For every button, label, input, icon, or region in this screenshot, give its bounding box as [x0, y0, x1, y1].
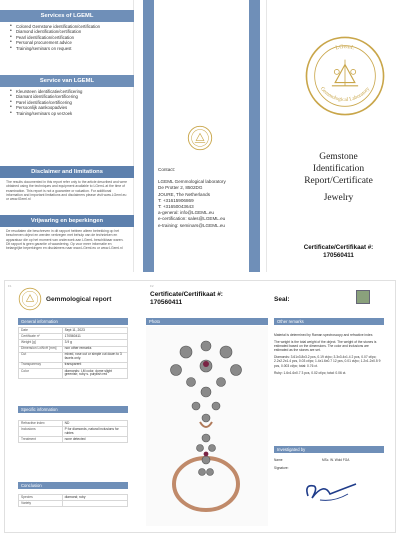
lab-seal-small-icon [187, 125, 213, 151]
list-item: • Parel identificatie/certificering [10, 100, 130, 105]
field-value: none detected [62, 437, 127, 443]
services-list [10, 24, 130, 51]
vrijwaring-text: De resultaten die beschreven in dit rapport hebben alleen betrekking op het beschreven object en werden verkregen met behulp van de technieken en apparatuur die op het moment van onderzoek aan LGemL beschikbaar waren. Dit rapport is geen garantie of waardering. Op voor meer informatie en belangrijke beperkingen en disclaimers naar www.LGeml.eu or www.LGeml.nl [6, 229, 124, 251]
list-item: • Personal procurement advice [10, 40, 130, 45]
signature-label: Signature: [274, 466, 289, 470]
field-value: transparent [62, 362, 127, 368]
contact-line: e-certification: sales@LGEML.eu [158, 216, 226, 222]
cover-subtitle: Jewelry [323, 193, 354, 203]
seal-stamp [356, 290, 370, 304]
remarks-heading: Other remarks [274, 318, 384, 325]
cover-title-line: Gemstone [319, 152, 358, 162]
list-item: • Kleursteen identificatie/certificering [10, 89, 130, 94]
dienst-list [10, 89, 130, 116]
accent-stripe [143, 0, 154, 272]
contact-line: De Protter 2, 8502DG [158, 185, 203, 191]
certificate-label: Certificate/Certifikaat #: [150, 291, 223, 298]
certificate-label: Certificate/Certifikaat #: [303, 244, 374, 251]
conclusion-heading: Conclusion [18, 482, 128, 489]
name-label: Name [274, 458, 283, 462]
field-label: Weight [g] [19, 340, 63, 346]
disclaimer-text: The results documented in this report refer only to the article described and were obtained using the techniques and equipment available to LGemL at the time of examination. This report is not a guarantee or valuation. For additional information and important limitations and disclaimers please visit www.LGeml.eu or www.lGeml.nl [6, 180, 127, 202]
page-label: F1 [8, 284, 12, 288]
list-item: • Diamond identification/certification [10, 29, 130, 34]
photo-heading: Photo [146, 318, 268, 325]
cover-title-line: Report/Certificate [304, 176, 373, 186]
general-table [18, 327, 128, 379]
certificate-number: 170560411 [150, 299, 183, 306]
contact-line: LGEML Gemmological laboratory [158, 179, 226, 185]
contact-line: T: +31650043643 [158, 204, 194, 210]
field-label: Refractive index [19, 421, 63, 427]
field-label: Species [19, 495, 63, 501]
services-panel [0, 0, 134, 272]
services-heading: Services of LGEML [0, 10, 134, 22]
remarks-paragraph: Ruby: 1.6x1.6x0.7 3 pcs, 0.02 ct/pc; total: 0.06 ct. [274, 370, 347, 375]
contact-line: JOURE, The Netherlands [158, 191, 211, 197]
table-row [19, 501, 128, 507]
contact-line: a-general: info@LGEML.eu [158, 210, 214, 216]
investigator-row [274, 458, 384, 462]
investigator-name: MSc. W. Wold FGA [322, 458, 350, 462]
table-row [19, 352, 128, 362]
signature-icon [300, 476, 360, 506]
seal-text-top: LGemL [335, 44, 355, 52]
field-label: Dimension LxWxH [mm] [19, 346, 63, 352]
table-row [19, 437, 128, 443]
contact-line: e-training: seminars@LGEML.eu [158, 222, 225, 228]
field-label: Date [19, 328, 63, 334]
field-label: Treatment [19, 437, 63, 443]
dienst-heading: Service van LGEML [0, 75, 134, 87]
cover-title-line: Identification [312, 164, 365, 174]
table-row [19, 368, 128, 378]
field-value [62, 501, 127, 507]
table-row [19, 427, 128, 437]
contact-line: T: +31615906869 [158, 197, 194, 203]
field-value: ND [62, 421, 127, 427]
page-label: F2 [150, 284, 154, 288]
report-certificate [150, 291, 223, 307]
field-value: diamonds: I-M color, dome slight greenish; ruby s. purplish red [62, 368, 127, 378]
remarks-paragraph: The weight is the total weight of the object. The weight of the stones is estimated based on the dimensions. The color and inclusions are estimated as the stones are set. [274, 340, 377, 353]
lab-logo-icon [18, 287, 42, 311]
cover-title [277, 151, 400, 187]
field-value: diamond; ruby [62, 495, 127, 501]
list-item: • Training/seminars op verzoek [10, 111, 130, 116]
remarks-body [274, 333, 384, 378]
field-value: 170560411 [62, 334, 127, 340]
field-label: Inclusions [19, 427, 63, 437]
investigated-heading: Investigated by [274, 446, 384, 453]
list-item: • Pearl identification/certification [10, 35, 130, 40]
contact-block [158, 167, 262, 229]
jewelry-photo [146, 326, 268, 526]
disclaimer-heading: Disclaimer and limitations [0, 166, 134, 178]
remarks-paragraph: Diamonds: 3.61x3.8x3.2 pcs, 0.19 ct/pc; 3.3x3.4x1.4 2 pcs, 0.07 ct/pc; 2.2x2.2x1.4 pcs, 0.03 ct/pc; 1.4x1.6x0.7 12 pcs, 0.01 ct/pc; 1.2x1.2x0.5 9 pcs, 0.003 ct/pc; total: 0.76 ct. [274, 355, 381, 368]
report-title: Gemmological report [46, 296, 112, 303]
seal-label: Seal: [274, 296, 290, 303]
list-item: • Diamant identificatie/certificering [10, 94, 130, 99]
remarks-paragraph: Material is determined by Raman spectroscopy and refractive index. [274, 333, 374, 337]
field-label: Variety [19, 501, 63, 507]
list-item: • Colored Gemstone identification/certification [10, 24, 130, 29]
specific-heading: Specific information [18, 406, 128, 413]
lab-seal-icon [304, 35, 386, 117]
specific-table [18, 420, 128, 443]
field-value: P for diamonds, natural inclusions for rubies [62, 427, 127, 437]
list-item: • Training/seminars on request [10, 46, 130, 51]
accent-stripe [249, 0, 260, 272]
certificate-number: 170560411 [323, 252, 354, 259]
field-value: mixed, rose cut or simple cut down to 3 facets only. [62, 352, 127, 362]
field-value: Sept 11, 2023 [62, 328, 127, 334]
field-label: Certificate nº [19, 334, 63, 340]
contact-title: Contact: [158, 167, 176, 172]
field-value: non other remarks [62, 346, 127, 352]
list-item: • Persoonlijk aankoopadvies [10, 105, 130, 110]
general-heading: General information [18, 318, 128, 325]
vrijwaring-heading: Vrijwaring en beperkingen [0, 215, 134, 227]
field-value: 3.9 g [62, 340, 127, 346]
field-label: Color [19, 368, 63, 378]
conclusion-table [18, 494, 128, 507]
field-label: Transparency [19, 362, 63, 368]
field-label: Cut [19, 352, 63, 362]
svg-text:LGemL [335, 44, 355, 52]
seal-text-bottom: Gemmological Laboratory [318, 86, 372, 103]
cover-certificate [277, 244, 400, 260]
